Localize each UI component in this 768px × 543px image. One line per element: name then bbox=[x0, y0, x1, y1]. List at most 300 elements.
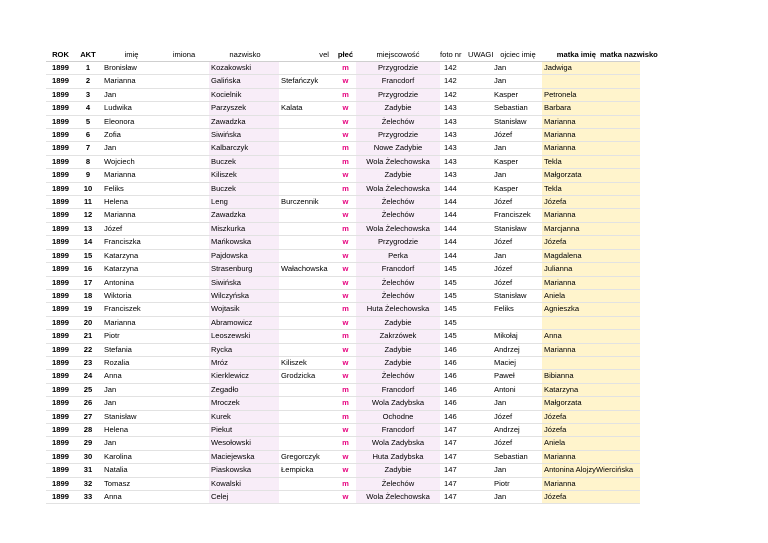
cell-imie[interactable]: Bronisław bbox=[104, 63, 137, 72]
cell-uwagi[interactable] bbox=[468, 343, 492, 356]
cell-vel[interactable]: Kiliszek bbox=[281, 357, 307, 367]
cell-miejscowosc[interactable]: Perka bbox=[356, 249, 440, 262]
cell-uwagi[interactable] bbox=[468, 102, 492, 115]
cell-ojciec-imie[interactable]: Jan bbox=[494, 398, 507, 408]
cell-nazwisko[interactable]: Kurek bbox=[209, 410, 279, 423]
cell-uwagi[interactable] bbox=[468, 142, 492, 155]
cell-imie[interactable]: Marianna bbox=[104, 76, 136, 86]
cell-imie[interactable]: Ludwika bbox=[104, 103, 132, 113]
cell-akt[interactable]: 8 bbox=[85, 156, 91, 166]
cell-nazwisko[interactable]: Wojtasik bbox=[209, 303, 279, 316]
cell-vel[interactable] bbox=[279, 88, 335, 101]
cell-akt[interactable]: 16 bbox=[83, 264, 93, 274]
cell-vel[interactable] bbox=[279, 303, 335, 316]
cell-imiona[interactable] bbox=[159, 397, 209, 410]
cell-rok[interactable]: 1899 bbox=[52, 130, 69, 140]
cell-nazwisko[interactable]: Parzyszek bbox=[209, 102, 279, 115]
cell-ojciec-imie[interactable]: Antoni bbox=[494, 384, 516, 394]
cell-rok[interactable]: 1899 bbox=[52, 411, 69, 421]
cell-foto[interactable]: 147 bbox=[444, 465, 457, 475]
cell-vel[interactable]: Kalata bbox=[281, 103, 303, 113]
cell-akt[interactable]: 10 bbox=[83, 183, 93, 193]
cell-ojciec-imie[interactable]: Józef bbox=[494, 264, 513, 274]
cell-matka-imie[interactable]: Józefa bbox=[542, 491, 596, 504]
cell-foto[interactable]: 145 bbox=[444, 304, 457, 314]
header-foto[interactable]: foto nr bbox=[440, 50, 462, 59]
cell-uwagi[interactable] bbox=[468, 263, 492, 276]
cell-matka-nazwisko[interactable] bbox=[596, 196, 640, 209]
cell-plec[interactable]: w bbox=[342, 197, 349, 207]
cell-miejscowosc[interactable]: Zadybie bbox=[356, 316, 440, 329]
cell-matka-imie[interactable]: Aniela bbox=[542, 437, 596, 450]
cell-miejscowosc[interactable]: Żelechów bbox=[356, 209, 440, 222]
cell-foto[interactable]: 147 bbox=[444, 492, 457, 501]
cell-miejscowosc[interactable]: Francdorf bbox=[356, 75, 440, 88]
cell-imie[interactable]: Stefania bbox=[104, 344, 132, 354]
cell-ojciec-imie[interactable]: Paweł bbox=[494, 371, 515, 381]
cell-akt[interactable]: 13 bbox=[83, 223, 93, 233]
cell-vel[interactable]: Grodzicka bbox=[281, 371, 316, 381]
cell-rok[interactable]: 1899 bbox=[52, 264, 69, 274]
cell-imiona[interactable] bbox=[159, 75, 209, 88]
cell-nazwisko[interactable]: Rycka bbox=[209, 343, 279, 356]
cell-foto[interactable]: 145 bbox=[444, 317, 457, 327]
cell-uwagi[interactable] bbox=[468, 330, 492, 343]
cell-miejscowosc[interactable]: Wola Żelechowska bbox=[356, 222, 440, 235]
cell-nazwisko[interactable]: Zawadzka bbox=[209, 115, 279, 128]
cell-foto[interactable]: 143 bbox=[444, 143, 457, 153]
cell-ojciec-imie[interactable]: Józef bbox=[494, 438, 513, 448]
cell-foto[interactable]: 145 bbox=[444, 290, 457, 300]
cell-plec[interactable]: w bbox=[342, 170, 349, 180]
cell-matka-imie[interactable]: Anna bbox=[542, 330, 596, 343]
cell-uwagi[interactable] bbox=[468, 477, 492, 490]
cell-miejscowosc[interactable]: Zadybie bbox=[356, 169, 440, 182]
cell-vel[interactable] bbox=[279, 410, 335, 423]
cell-imiona[interactable] bbox=[159, 249, 209, 262]
cell-matka-imie[interactable]: Marianna bbox=[542, 276, 596, 289]
cell-matka-imie[interactable]: Józefa bbox=[542, 410, 596, 423]
cell-uwagi[interactable] bbox=[468, 88, 492, 101]
header-rok[interactable]: ROK bbox=[52, 50, 69, 59]
cell-akt[interactable]: 6 bbox=[85, 130, 91, 140]
cell-matka-nazwisko[interactable] bbox=[596, 129, 640, 142]
cell-rok[interactable]: 1899 bbox=[52, 451, 69, 461]
cell-rok[interactable]: 1899 bbox=[52, 384, 69, 394]
cell-imie[interactable]: Helena bbox=[104, 197, 129, 207]
cell-ojciec-imie[interactable]: Andrzej bbox=[494, 344, 520, 354]
cell-akt[interactable]: 29 bbox=[83, 438, 93, 448]
cell-matka-nazwisko[interactable] bbox=[596, 209, 640, 222]
cell-matka-imie[interactable]: Marianna bbox=[542, 129, 596, 142]
cell-rok[interactable]: 1899 bbox=[52, 424, 69, 434]
cell-plec[interactable]: w bbox=[342, 344, 349, 354]
cell-plec[interactable]: w bbox=[342, 357, 349, 367]
cell-vel[interactable] bbox=[279, 209, 335, 222]
cell-rok[interactable]: 1899 bbox=[52, 478, 69, 488]
cell-plec[interactable]: w bbox=[342, 130, 349, 140]
cell-plec[interactable]: m bbox=[342, 478, 349, 488]
cell-imie[interactable]: Franciszka bbox=[104, 237, 141, 247]
cell-matka-imie[interactable]: Petronela bbox=[542, 88, 596, 101]
cell-vel[interactable] bbox=[279, 129, 335, 142]
cell-matka-imie[interactable]: Tekla bbox=[542, 182, 596, 195]
cell-imiona[interactable] bbox=[159, 450, 209, 463]
cell-miejscowosc[interactable]: Żelechów bbox=[356, 289, 440, 302]
cell-imiona[interactable] bbox=[159, 222, 209, 235]
cell-imiona[interactable] bbox=[159, 129, 209, 142]
header-akt[interactable]: AKT bbox=[80, 50, 96, 59]
cell-ojciec-imie[interactable]: Andrzej bbox=[494, 424, 520, 434]
cell-plec[interactable]: m bbox=[342, 438, 349, 448]
header-plec[interactable]: płeć bbox=[337, 50, 354, 59]
cell-nazwisko[interactable]: Mańkowska bbox=[209, 236, 279, 249]
cell-vel[interactable] bbox=[279, 222, 335, 235]
cell-uwagi[interactable] bbox=[468, 129, 492, 142]
cell-uwagi[interactable] bbox=[468, 464, 492, 477]
cell-imie[interactable]: Jan bbox=[104, 143, 117, 153]
cell-foto[interactable]: 144 bbox=[444, 250, 457, 260]
cell-uwagi[interactable] bbox=[468, 423, 492, 436]
cell-uwagi[interactable] bbox=[468, 491, 492, 504]
cell-matka-imie[interactable]: Marianna bbox=[542, 142, 596, 155]
cell-plec[interactable]: m bbox=[342, 156, 349, 166]
cell-uwagi[interactable] bbox=[468, 62, 492, 75]
cell-akt[interactable]: 1 bbox=[85, 63, 91, 72]
cell-uwagi[interactable] bbox=[468, 115, 492, 128]
cell-miejscowosc[interactable]: Zadybie bbox=[356, 464, 440, 477]
cell-miejscowosc[interactable]: Żelechów bbox=[356, 477, 440, 490]
cell-foto[interactable]: 145 bbox=[444, 331, 457, 341]
cell-ojciec-imie[interactable]: Sebastian bbox=[494, 103, 528, 113]
header-matka-imie[interactable]: matka imię bbox=[556, 50, 596, 59]
cell-foto[interactable]: 146 bbox=[444, 398, 457, 408]
cell-uwagi[interactable] bbox=[468, 383, 492, 396]
cell-imie[interactable]: Stanisław bbox=[104, 411, 137, 421]
cell-miejscowosc[interactable]: Przygrodzie bbox=[356, 88, 440, 101]
cell-foto[interactable]: 142 bbox=[444, 63, 457, 72]
cell-foto[interactable]: 143 bbox=[444, 156, 457, 166]
cell-foto[interactable]: 142 bbox=[444, 76, 457, 86]
cell-rok[interactable]: 1899 bbox=[52, 250, 69, 260]
cell-miejscowosc[interactable]: Przygrodzie bbox=[356, 236, 440, 249]
cell-uwagi[interactable] bbox=[468, 316, 492, 329]
cell-matka-imie[interactable] bbox=[542, 75, 596, 88]
cell-ojciec-imie[interactable]: Franciszek bbox=[494, 210, 531, 220]
cell-vel[interactable] bbox=[279, 236, 335, 249]
cell-matka-nazwisko[interactable] bbox=[596, 276, 640, 289]
cell-miejscowosc[interactable]: Przygrodzie bbox=[356, 62, 440, 75]
cell-vel[interactable] bbox=[279, 62, 335, 75]
cell-miejscowosc[interactable]: Zadybie bbox=[356, 102, 440, 115]
cell-vel[interactable] bbox=[279, 491, 335, 504]
cell-rok[interactable]: 1899 bbox=[52, 331, 69, 341]
cell-matka-imie[interactable]: Julianna bbox=[542, 263, 596, 276]
cell-plec[interactable]: w bbox=[342, 317, 349, 327]
cell-rok[interactable]: 1899 bbox=[52, 492, 69, 501]
cell-matka-nazwisko[interactable] bbox=[596, 370, 640, 383]
cell-foto[interactable]: 142 bbox=[444, 89, 457, 99]
cell-imiona[interactable] bbox=[159, 383, 209, 396]
cell-vel[interactable] bbox=[279, 343, 335, 356]
cell-akt[interactable]: 27 bbox=[83, 411, 93, 421]
cell-matka-nazwisko[interactable] bbox=[596, 383, 640, 396]
cell-matka-nazwisko[interactable] bbox=[596, 437, 640, 450]
cell-foto[interactable]: 145 bbox=[444, 277, 457, 287]
cell-miejscowosc[interactable]: Zakrzówek bbox=[356, 330, 440, 343]
cell-ojciec-imie[interactable]: Józef bbox=[494, 130, 513, 140]
cell-matka-imie[interactable]: Józefa bbox=[542, 196, 596, 209]
cell-rok[interactable]: 1899 bbox=[52, 317, 69, 327]
cell-plec[interactable]: w bbox=[342, 451, 349, 461]
cell-miejscowosc[interactable]: Żelechów bbox=[356, 196, 440, 209]
cell-matka-imie[interactable]: Marianna bbox=[542, 477, 596, 490]
cell-matka-imie[interactable]: Marianna bbox=[542, 343, 596, 356]
cell-matka-imie[interactable]: Barbara bbox=[542, 102, 596, 115]
header-miejscowosc[interactable]: miejscowość bbox=[376, 50, 420, 59]
cell-matka-nazwisko[interactable] bbox=[596, 236, 640, 249]
cell-matka-imie[interactable]: Marianna bbox=[542, 209, 596, 222]
cell-matka-imie[interactable]: Antonina Alojzy bbox=[542, 464, 596, 477]
cell-ojciec-imie[interactable]: Jan bbox=[494, 465, 507, 475]
cell-ojciec-imie[interactable]: Józef bbox=[494, 411, 513, 421]
cell-rok[interactable]: 1899 bbox=[52, 63, 69, 72]
cell-foto[interactable]: 144 bbox=[444, 210, 457, 220]
cell-uwagi[interactable] bbox=[468, 209, 492, 222]
cell-ojciec-imie[interactable]: Kasper bbox=[494, 89, 519, 99]
cell-imiona[interactable] bbox=[159, 263, 209, 276]
cell-foto[interactable]: 144 bbox=[444, 183, 457, 193]
cell-ojciec-imie[interactable]: Stanisław bbox=[494, 116, 527, 126]
cell-foto[interactable]: 146 bbox=[444, 357, 457, 367]
cell-plec[interactable]: m bbox=[342, 89, 349, 99]
cell-miejscowosc[interactable]: Żelechów bbox=[356, 115, 440, 128]
cell-vel[interactable] bbox=[279, 397, 335, 410]
cell-vel[interactable] bbox=[279, 155, 335, 168]
cell-foto[interactable]: 144 bbox=[444, 223, 457, 233]
cell-plec[interactable]: w bbox=[342, 103, 349, 113]
cell-uwagi[interactable] bbox=[468, 450, 492, 463]
cell-matka-nazwisko[interactable] bbox=[596, 410, 640, 423]
cell-akt[interactable]: 32 bbox=[83, 478, 93, 488]
cell-imiona[interactable] bbox=[159, 370, 209, 383]
cell-ojciec-imie[interactable]: Piotr bbox=[494, 478, 510, 488]
cell-akt[interactable]: 14 bbox=[83, 237, 93, 247]
cell-ojciec-imie[interactable]: Stanisław bbox=[494, 223, 527, 233]
cell-uwagi[interactable] bbox=[468, 289, 492, 302]
cell-plec[interactable]: w bbox=[342, 250, 349, 260]
cell-plec[interactable]: w bbox=[342, 465, 349, 475]
cell-foto[interactable]: 143 bbox=[444, 116, 457, 126]
cell-imie[interactable]: Jan bbox=[104, 384, 117, 394]
cell-uwagi[interactable] bbox=[468, 370, 492, 383]
cell-rok[interactable]: 1899 bbox=[52, 371, 69, 381]
cell-matka-nazwisko[interactable] bbox=[596, 115, 640, 128]
cell-plec[interactable]: w bbox=[342, 492, 349, 501]
cell-matka-imie[interactable]: Aniela bbox=[542, 289, 596, 302]
cell-matka-nazwisko[interactable] bbox=[596, 249, 640, 262]
cell-matka-imie[interactable]: Jadwiga bbox=[542, 62, 596, 75]
cell-nazwisko[interactable]: Wilczyńska bbox=[209, 289, 279, 302]
cell-plec[interactable]: w bbox=[342, 116, 349, 126]
cell-vel[interactable] bbox=[279, 477, 335, 490]
header-matka-nazwisko[interactable]: matka nazwisko bbox=[600, 50, 658, 59]
cell-vel[interactable]: Wałachowska bbox=[281, 264, 328, 274]
cell-matka-nazwisko[interactable] bbox=[596, 142, 640, 155]
cell-nazwisko[interactable]: Piekut bbox=[209, 423, 279, 436]
cell-ojciec-imie[interactable]: Maciej bbox=[494, 357, 516, 367]
cell-imie[interactable]: Karolina bbox=[104, 451, 132, 461]
cell-plec[interactable]: w bbox=[342, 290, 349, 300]
cell-miejscowosc[interactable]: Wola Zadybska bbox=[356, 397, 440, 410]
cell-rok[interactable]: 1899 bbox=[52, 183, 69, 193]
cell-akt[interactable]: 26 bbox=[83, 398, 93, 408]
cell-akt[interactable]: 23 bbox=[83, 357, 93, 367]
cell-rok[interactable]: 1899 bbox=[52, 76, 69, 86]
cell-akt[interactable]: 21 bbox=[83, 331, 93, 341]
cell-nazwisko[interactable]: Wesołowski bbox=[209, 437, 279, 450]
cell-imiona[interactable] bbox=[159, 477, 209, 490]
header-imie[interactable]: imię bbox=[124, 50, 139, 59]
cell-vel[interactable] bbox=[279, 249, 335, 262]
cell-foto[interactable]: 144 bbox=[444, 237, 457, 247]
cell-matka-imie[interactable] bbox=[542, 316, 596, 329]
cell-matka-imie[interactable]: Katarzyna bbox=[542, 383, 596, 396]
cell-rok[interactable]: 1899 bbox=[52, 290, 69, 300]
cell-nazwisko[interactable]: Miszkurka bbox=[209, 222, 279, 235]
cell-miejscowosc[interactable]: Wola Zadybska bbox=[356, 437, 440, 450]
cell-imiona[interactable] bbox=[159, 142, 209, 155]
cell-uwagi[interactable] bbox=[468, 182, 492, 195]
cell-vel[interactable] bbox=[279, 276, 335, 289]
cell-matka-nazwisko[interactable] bbox=[596, 169, 640, 182]
cell-uwagi[interactable] bbox=[468, 410, 492, 423]
cell-matka-imie[interactable]: Magdalena bbox=[542, 249, 596, 262]
cell-ojciec-imie[interactable]: Mikołaj bbox=[494, 331, 518, 341]
cell-uwagi[interactable] bbox=[468, 303, 492, 316]
cell-matka-nazwisko[interactable] bbox=[596, 62, 640, 75]
cell-plec[interactable]: w bbox=[342, 76, 349, 86]
cell-foto[interactable]: 146 bbox=[444, 344, 457, 354]
cell-foto[interactable]: 146 bbox=[444, 411, 457, 421]
cell-miejscowosc[interactable]: Ochodne bbox=[356, 410, 440, 423]
cell-imiona[interactable] bbox=[159, 169, 209, 182]
cell-imiona[interactable] bbox=[159, 236, 209, 249]
cell-imie[interactable]: Zofia bbox=[104, 130, 121, 140]
cell-rok[interactable]: 1899 bbox=[52, 223, 69, 233]
cell-vel[interactable] bbox=[279, 330, 335, 343]
cell-matka-imie[interactable]: Marcjanna bbox=[542, 222, 596, 235]
cell-matka-imie[interactable]: Tekla bbox=[542, 155, 596, 168]
cell-foto[interactable]: 143 bbox=[444, 130, 457, 140]
cell-plec[interactable]: m bbox=[342, 384, 349, 394]
cell-imiona[interactable] bbox=[159, 62, 209, 75]
cell-ojciec-imie[interactable]: Józef bbox=[494, 197, 513, 207]
cell-nazwisko[interactable]: Leng bbox=[209, 196, 279, 209]
cell-akt[interactable]: 11 bbox=[83, 197, 93, 207]
cell-imie[interactable]: Jan bbox=[104, 89, 117, 99]
cell-nazwisko[interactable]: Kalbarczyk bbox=[209, 142, 279, 155]
cell-akt[interactable]: 33 bbox=[83, 492, 93, 501]
cell-akt[interactable]: 28 bbox=[83, 424, 93, 434]
cell-matka-nazwisko[interactable] bbox=[596, 343, 640, 356]
cell-ojciec-imie[interactable]: Jan bbox=[494, 170, 507, 180]
cell-nazwisko[interactable]: Siwińska bbox=[209, 129, 279, 142]
cell-matka-imie[interactable]: Bibianna bbox=[542, 370, 596, 383]
cell-miejscowosc[interactable]: Przygrodzie bbox=[356, 129, 440, 142]
cell-rok[interactable]: 1899 bbox=[52, 277, 69, 287]
cell-akt[interactable]: 24 bbox=[83, 371, 93, 381]
cell-akt[interactable]: 12 bbox=[83, 210, 93, 220]
cell-imie[interactable]: Rozalia bbox=[104, 357, 130, 367]
cell-plec[interactable]: w bbox=[342, 210, 349, 220]
cell-rok[interactable]: 1899 bbox=[52, 237, 69, 247]
cell-plec[interactable]: m bbox=[342, 183, 349, 193]
cell-matka-nazwisko[interactable] bbox=[596, 397, 640, 410]
cell-plec[interactable]: m bbox=[342, 331, 349, 341]
cell-imie[interactable]: Natalia bbox=[104, 465, 128, 475]
cell-rok[interactable]: 1899 bbox=[52, 143, 69, 153]
cell-imie[interactable]: Jan bbox=[104, 398, 117, 408]
cell-imie[interactable]: Antonina bbox=[104, 277, 134, 287]
cell-miejscowosc[interactable]: Wola Żelechowska bbox=[356, 491, 440, 504]
cell-akt[interactable]: 30 bbox=[83, 451, 93, 461]
cell-foto[interactable]: 146 bbox=[444, 371, 457, 381]
cell-vel[interactable]: Gregorczyk bbox=[281, 451, 320, 461]
cell-rok[interactable]: 1899 bbox=[52, 304, 69, 314]
cell-ojciec-imie[interactable]: Jan bbox=[494, 63, 507, 72]
cell-rok[interactable]: 1899 bbox=[52, 170, 69, 180]
cell-matka-nazwisko[interactable] bbox=[596, 423, 640, 436]
cell-imiona[interactable] bbox=[159, 289, 209, 302]
cell-imie[interactable]: Tomasz bbox=[104, 478, 131, 488]
cell-imiona[interactable] bbox=[159, 491, 209, 504]
cell-imie[interactable]: Marianna bbox=[104, 317, 136, 327]
cell-matka-nazwisko[interactable] bbox=[596, 155, 640, 168]
cell-miejscowosc[interactable]: Huta Zadybska bbox=[356, 450, 440, 463]
cell-vel[interactable] bbox=[279, 142, 335, 155]
cell-imiona[interactable] bbox=[159, 88, 209, 101]
cell-matka-nazwisko[interactable] bbox=[596, 491, 640, 504]
cell-vel[interactable] bbox=[279, 169, 335, 182]
cell-ojciec-imie[interactable]: Kasper bbox=[494, 156, 519, 166]
cell-imiona[interactable] bbox=[159, 437, 209, 450]
cell-miejscowosc[interactable]: Wola Żelechowska bbox=[356, 155, 440, 168]
cell-imie[interactable]: Marianna bbox=[104, 210, 136, 220]
cell-nazwisko[interactable]: Strasenburg bbox=[209, 263, 279, 276]
cell-matka-nazwisko[interactable] bbox=[596, 356, 640, 369]
cell-matka-imie[interactable]: Marianna bbox=[542, 450, 596, 463]
cell-plec[interactable]: m bbox=[342, 63, 349, 72]
cell-foto[interactable]: 146 bbox=[444, 384, 457, 394]
cell-ojciec-imie[interactable]: Józef bbox=[494, 237, 513, 247]
cell-rok[interactable]: 1899 bbox=[52, 116, 69, 126]
cell-vel[interactable] bbox=[279, 316, 335, 329]
cell-ojciec-imie[interactable]: Sebastian bbox=[494, 451, 528, 461]
cell-matka-nazwisko[interactable] bbox=[596, 450, 640, 463]
cell-rok[interactable]: 1899 bbox=[52, 197, 69, 207]
cell-nazwisko[interactable]: Pajdowska bbox=[209, 249, 279, 262]
cell-nazwisko[interactable]: Galińska bbox=[209, 75, 279, 88]
cell-miejscowosc[interactable]: Nowe Zadybie bbox=[356, 142, 440, 155]
cell-miejscowosc[interactable]: Zadybie bbox=[356, 356, 440, 369]
cell-ojciec-imie[interactable]: Stanisław bbox=[494, 290, 527, 300]
cell-ojciec-imie[interactable]: Jan bbox=[494, 492, 507, 501]
cell-nazwisko[interactable]: Buczek bbox=[209, 155, 279, 168]
header-imiona[interactable]: imiona bbox=[172, 50, 196, 59]
cell-nazwisko[interactable]: Mroczek bbox=[209, 397, 279, 410]
cell-miejscowosc[interactable]: Huta Żelechowska bbox=[356, 303, 440, 316]
